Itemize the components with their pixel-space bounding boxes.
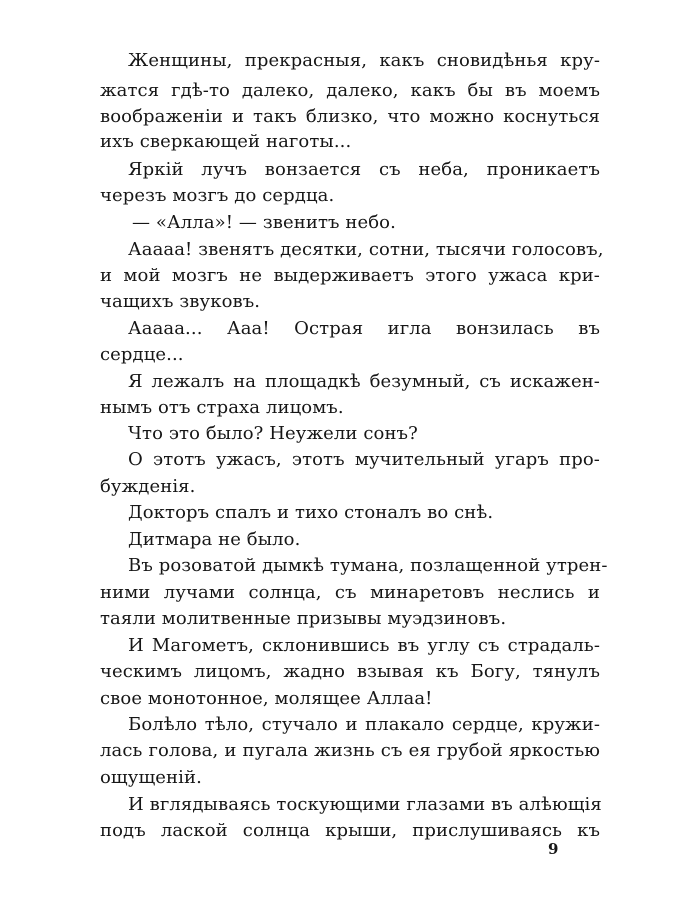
text-line: Болѣло тѣло, стучало и плакало сердце, кружи- — [128, 714, 600, 735]
text-line: И Магометъ, склонившись въ углу съ страдаль- — [128, 635, 600, 656]
text-line: черезъ мозгъ до сердца. — [100, 185, 335, 206]
text-line: Докторъ спалъ и тихо стоналъ во снѣ. — [128, 502, 494, 523]
text-line: ощущеній. — [100, 767, 202, 788]
text-line: — «Алла»! — звенитъ небо. — [132, 212, 396, 233]
text-line: И вглядываясь тоскующими глазами въ алѣющія — [128, 794, 602, 815]
text-line: свое монотонное, молящее Аллаа! — [100, 688, 433, 709]
text-line: Ааааа! звенятъ десятки, сотни, тысячи голосовъ, — [128, 239, 604, 260]
text-line: Яркій лучъ вонзается съ неба, проникаетъ — [128, 159, 600, 180]
text-line: бужденія. — [100, 476, 196, 497]
text-line: жатся гдѣ-то далеко, далеко, какъ бы въ моемъ — [100, 80, 600, 101]
text-line: ихъ сверкающей наготы... — [100, 131, 352, 152]
page-number: 9 — [548, 840, 559, 858]
text-line: ческимъ лицомъ, жадно взывая къ Богу, тянулъ — [100, 661, 600, 682]
text-line: сердце... — [100, 344, 184, 365]
text-line: Я лежалъ на площадкѣ безумный, съ искажен- — [128, 371, 600, 392]
text-line: лась голова, и пугала жизнь съ ея грубой яркостью — [100, 740, 600, 761]
text-line: воображеніи и такъ близко, что можно коснуться — [100, 106, 600, 127]
text-line: ними лучами солнца, съ минаретовъ неслись и — [100, 582, 600, 603]
text-line: Дитмара не было. — [128, 529, 301, 550]
text-line: Ааааа... Ааа! Острая игла вонзилась въ — [128, 318, 600, 339]
text-line: нымъ отъ страха лицомъ. — [100, 397, 344, 418]
text-line: Что это было? Неужели сонъ? — [128, 423, 418, 444]
text-line: Въ розоватой дымкѣ тумана, позлащенной утрен- — [128, 555, 608, 576]
text-line: подъ лаской солнца крыши, прислушиваясь къ — [100, 820, 600, 841]
text-line: таяли молитвенные призывы муэдзиновъ. — [100, 608, 507, 629]
text-line: чащихъ звуковъ. — [100, 291, 261, 312]
text-line: О этотъ ужасъ, этотъ мучительный угаръ про- — [128, 449, 600, 470]
text-line: и мой мозгъ не выдерживаетъ этого ужаса кри- — [100, 265, 600, 286]
text-line: Женщины, прекрасныя, какъ сновидѣнья кру- — [128, 50, 600, 71]
